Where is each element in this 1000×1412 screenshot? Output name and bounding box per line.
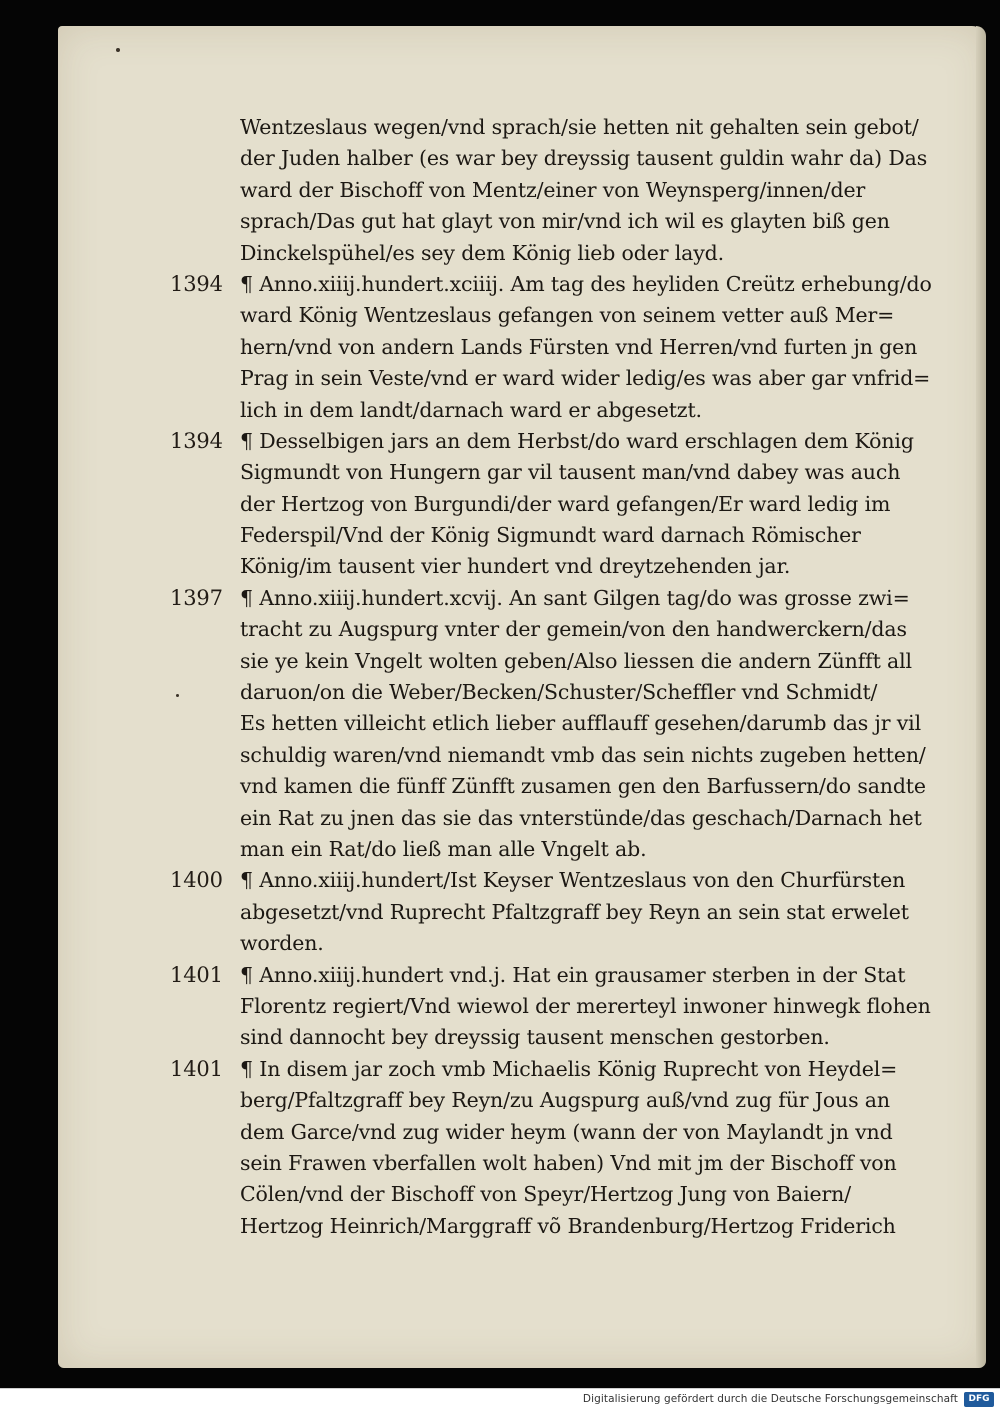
- line-text: lich in dem landt/darnach ward er abgesetzt.: [240, 397, 702, 422]
- line-text: ¶ Anno.xiiij.hundert/Ist Keyser Wentzeslaus von den Churfürsten: [240, 868, 906, 893]
- text-line: [170, 1211, 970, 1242]
- margin-year: 1394: [170, 271, 223, 296]
- text-line: [170, 332, 970, 363]
- text-line: [170, 489, 970, 520]
- line-text: sein Frawen vberfallen wolt haben) Vnd mit jm der Bischoff von: [240, 1150, 897, 1175]
- chronicle-entry: [170, 1054, 970, 1242]
- line-text: ward der Bischoff von Mentz/einer von Weynsperg/innen/der: [240, 177, 866, 202]
- text-line: [170, 708, 970, 739]
- margin-year: 1401: [170, 1056, 223, 1081]
- text-line: [170, 865, 970, 896]
- chronicle-entry: [170, 269, 970, 426]
- line-text: daruon/on die Weber/Becken/Schuster/Scheffler vnd Schmidt/: [240, 680, 878, 705]
- line-text: man ein Rat/do ließ man alle Vngelt ab.: [240, 836, 647, 861]
- text-line: [170, 457, 970, 488]
- text-line: [170, 960, 970, 991]
- line-text: Florentz regiert/Vnd wiewol der mererteyl inwoner hinwegk flohen: [240, 993, 931, 1018]
- text-line: [170, 426, 970, 457]
- line-text: Hertzog Heinrich/Marggraff võ Brandenburg/Hertzog Friderich: [240, 1213, 896, 1238]
- text-line: [170, 1179, 970, 1210]
- page-speck: [116, 48, 120, 52]
- chronicle-entry: [170, 112, 970, 269]
- text-line: [170, 1085, 970, 1116]
- text-line: [170, 551, 970, 582]
- line-text: Federspil/Vnd der König Sigmundt ward darnach Römischer: [240, 523, 861, 548]
- text-line: [170, 1054, 970, 1085]
- line-text: der Juden halber (es war bey dreyssig tausent guldin wahr da) Das: [240, 146, 928, 171]
- line-text: sie ye kein Vngelt wolten geben/Also liessen die andern Zünfft all: [240, 648, 912, 673]
- text-line: [170, 520, 970, 551]
- text-line: [170, 803, 970, 834]
- text-line: [170, 771, 970, 802]
- text-line: [170, 1117, 970, 1148]
- line-text: Prag in sein Veste/vnd er ward wider ledig/es was aber gar vnfrid=: [240, 366, 931, 391]
- line-text: hern/vnd von andern Lands Fürsten vnd Herren/vnd furten jn gen: [240, 334, 918, 359]
- line-text: Sigmundt von Hungern gar vil tausent man/vnd dabey was auch: [240, 460, 901, 485]
- text-line: [170, 1148, 970, 1179]
- text-line: [170, 269, 970, 300]
- footer-bar: [0, 1388, 1000, 1412]
- text-line: [170, 897, 970, 928]
- margin-year: 1394: [170, 428, 223, 453]
- text-line: [170, 583, 970, 614]
- text-line: [170, 991, 970, 1022]
- line-text: Wentzeslaus wegen/vnd sprach/sie hetten nit gehalten sein gebot/: [240, 115, 919, 139]
- line-text: ward König Wentzeslaus gefangen von seinem vetter auß Mer=: [240, 303, 895, 328]
- text-line: [170, 395, 970, 426]
- line-text: ¶ Desselbigen jars an dem Herbst/do ward erschlagen dem König: [240, 428, 914, 453]
- line-text: König/im tausent vier hundert vnd dreytzehenden jar.: [240, 554, 791, 579]
- footer-credit: Digitalisierung gefördert durch die Deutsche Forschungsgemeinschaft: [582, 1393, 958, 1405]
- line-text: dem Garce/vnd zug wider heym (wann der von Maylandt jn vnd: [240, 1119, 893, 1144]
- line-text: tracht zu Augspurg vnter der gemein/von den handwerckern/das: [240, 617, 907, 642]
- chronicle-entry: [170, 960, 970, 1054]
- text-line: [170, 175, 970, 206]
- line-text: Dinckelspühel/es sey dem König lieb oder layd.: [240, 240, 724, 265]
- text-line: [170, 614, 970, 645]
- chronicle-entry: [170, 865, 970, 959]
- margin-year: 1397: [170, 585, 223, 610]
- chronicle-text: [170, 112, 970, 1242]
- line-text: ¶ Anno.xiiij.hundert.xciiij. Am tag des heyliden Creütz erhebung/do: [240, 271, 932, 296]
- line-text: ¶ In disem jar zoch vmb Michaelis König Ruprecht von Heydel=: [240, 1056, 898, 1081]
- chronicle-entry: [170, 583, 970, 866]
- line-text: ein Rat zu jnen das sie das vnterstünde/das geschach/Darnach het: [240, 805, 922, 830]
- text-line: [170, 112, 970, 143]
- line-text: vnd kamen die fünff Zünfft zusamen gen den Barfussern/do sandte: [240, 774, 926, 799]
- text-line: [170, 206, 970, 237]
- line-text: abgesetzt/vnd Ruprecht Pfaltzgraff bey Reyn an sein stat erwelet: [240, 899, 909, 924]
- text-line: [170, 928, 970, 959]
- text-line: [170, 143, 970, 174]
- text-line: [170, 1022, 970, 1053]
- line-text: Es hetten villeicht etlich lieber aufflauff gesehen/darumb das jr vil: [240, 711, 921, 736]
- page-edge: [976, 26, 986, 1368]
- line-text: sind dannocht bey dreyssig tausent menschen gestorben.: [240, 1025, 830, 1050]
- line-text: ¶ Anno.xiiij.hundert.xcvij. An sant Gilgen tag/do was grosse zwi=: [240, 585, 910, 610]
- margin-year: 1400: [170, 868, 223, 893]
- line-text: berg/Pfaltzgraff bey Reyn/zu Augspurg auß/vnd zug für Jous an: [240, 1088, 890, 1113]
- chronicle-entry: [170, 426, 970, 583]
- dfg-logo: DFG: [964, 1392, 994, 1407]
- text-line: [170, 238, 970, 269]
- text-line: [170, 740, 970, 771]
- line-text: ¶ Anno.xiiij.hundert vnd.j. Hat ein grausamer sterben in der Stat: [240, 962, 906, 987]
- text-line: [170, 363, 970, 394]
- line-text: Cölen/vnd der Bischoff von Speyr/Hertzog Jung von Baiern/: [240, 1182, 851, 1207]
- line-text: worden.: [240, 931, 324, 956]
- line-text: sprach/Das gut hat glayt von mir/vnd ich wil es glayten biß gen: [240, 209, 890, 234]
- text-line: [170, 300, 970, 331]
- line-text: der Hertzog von Burgundi/der ward gefangen/Er ward ledig im: [240, 491, 891, 516]
- text-line: [170, 834, 970, 865]
- margin-year: 1401: [170, 962, 223, 987]
- text-line: [170, 646, 970, 677]
- text-line: [170, 677, 970, 708]
- line-text: schuldig waren/vnd niemandt vmb das sein nichts zugeben hetten/: [240, 742, 926, 767]
